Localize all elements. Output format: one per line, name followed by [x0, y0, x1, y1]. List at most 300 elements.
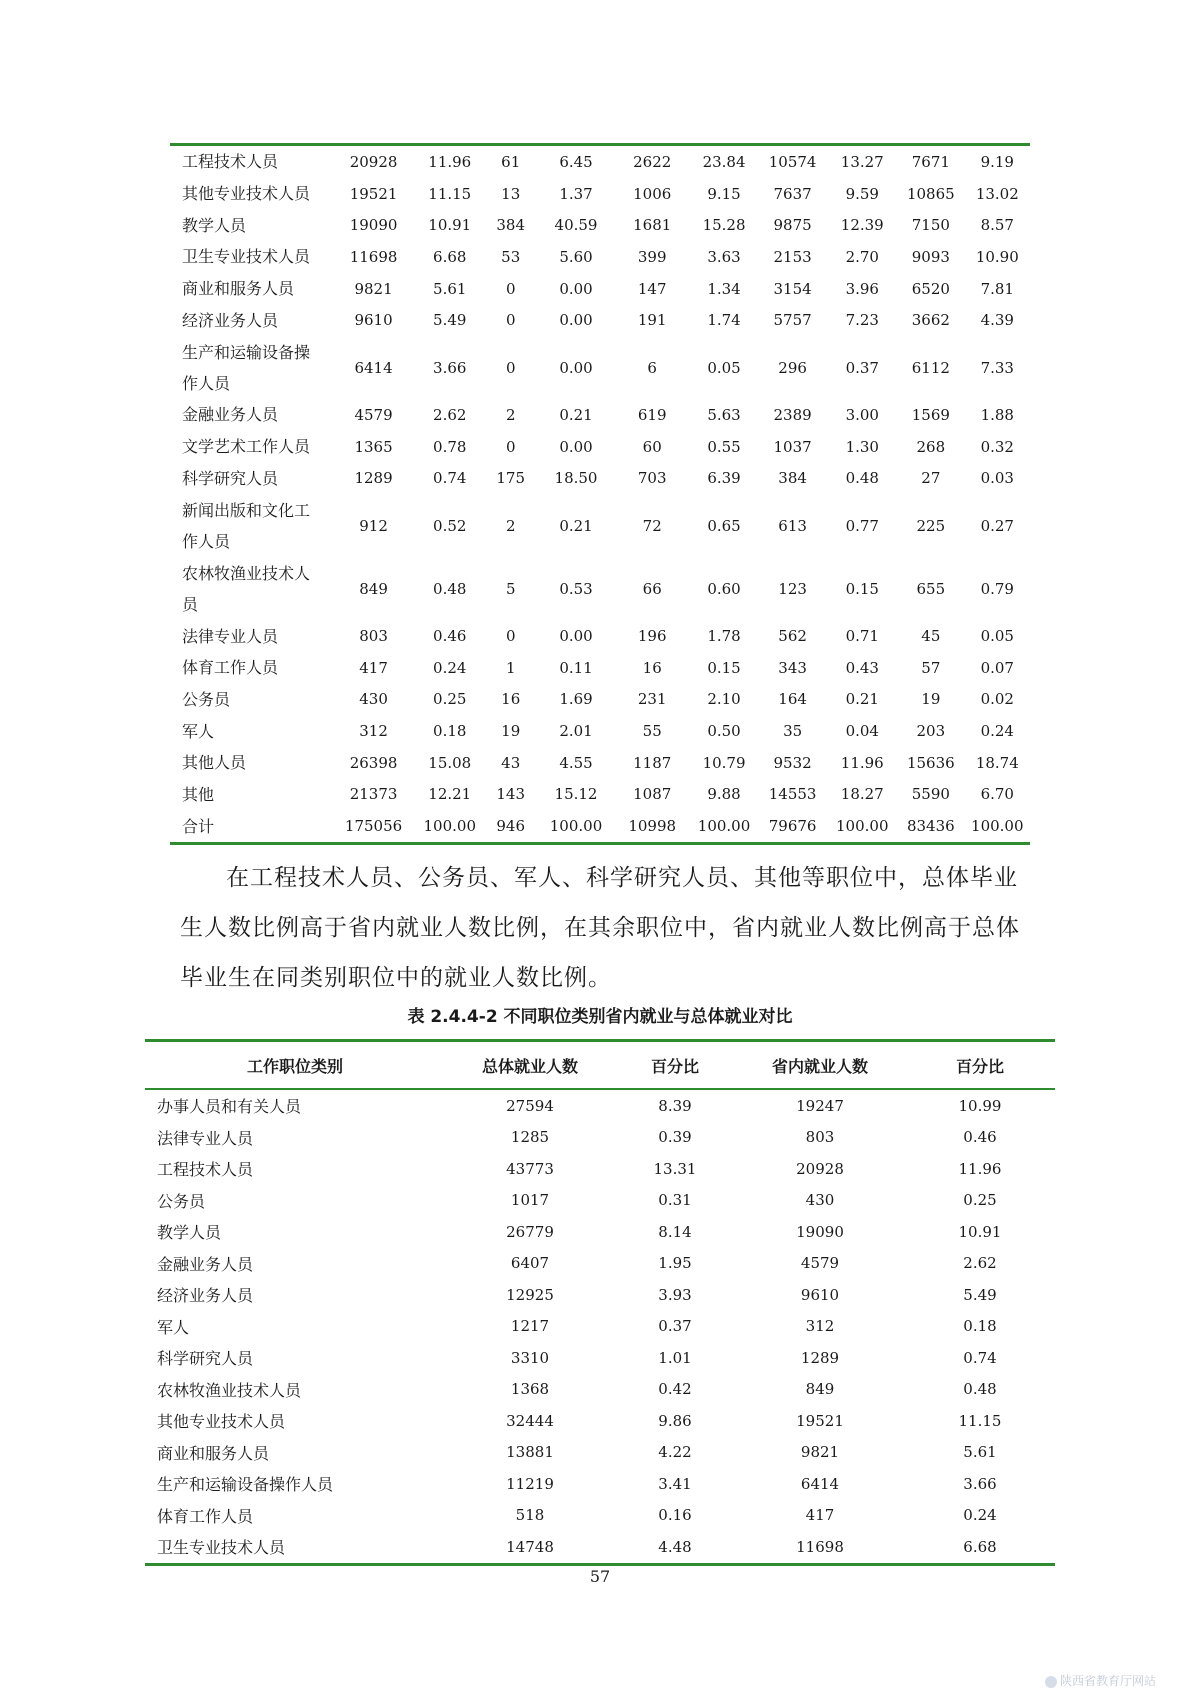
- table-cell: 61: [501, 152, 521, 171]
- table-cell: 15.12: [554, 785, 598, 804]
- table-row: [145, 1248, 1055, 1280]
- table-cell: 6414: [800, 1474, 840, 1493]
- table-cell: 72: [642, 516, 662, 535]
- table-cell: 1285: [510, 1128, 550, 1147]
- table-cell: 20928: [796, 1159, 844, 1178]
- table-cell: 0.00: [559, 358, 593, 377]
- row-label: 科学研究人员: [157, 1349, 254, 1369]
- table-cell: 45: [921, 627, 941, 646]
- table-cell: 19521: [349, 184, 398, 203]
- table-cell: 1017: [510, 1191, 550, 1210]
- table-cell: 10.91: [428, 216, 472, 235]
- table-cell: 11.96: [428, 152, 472, 171]
- table-cell: 26779: [506, 1222, 554, 1241]
- header-percent-province: 百分比: [905, 1041, 1055, 1090]
- row-label: 金融业务人员: [157, 1254, 254, 1274]
- table-cell: 12925: [506, 1285, 554, 1304]
- table-cell: 2.01: [559, 722, 593, 741]
- emblem-icon: [1045, 1676, 1057, 1688]
- table-row: [170, 494, 1030, 557]
- table-row: [145, 1531, 1055, 1564]
- table-cell: 7637: [773, 184, 812, 203]
- table-cell: 1217: [510, 1317, 550, 1336]
- table-cell: 3662: [911, 311, 950, 330]
- table-cell: 1.78: [707, 627, 741, 646]
- table-cell: 7.81: [980, 279, 1014, 298]
- table-cell: 7.23: [845, 311, 879, 330]
- table-cell: 5.61: [433, 279, 467, 298]
- row-label: 商业和服务人员: [157, 1443, 270, 1463]
- row-label: 新闻出版和文化工 作人员: [182, 500, 311, 551]
- table-cell: 66: [642, 579, 662, 598]
- row-label: 其他专业技术人员: [182, 184, 311, 204]
- row-label: 法律专业人员: [182, 626, 279, 646]
- table-row: [170, 178, 1030, 210]
- table-cell: 1.37: [559, 184, 593, 203]
- table-cell: 0.39: [658, 1128, 692, 1147]
- table-cell: 12.39: [840, 216, 884, 235]
- row-label: 卫生专业技术人员: [182, 247, 311, 267]
- table-cell: 0.32: [980, 437, 1014, 456]
- row-label: 经济业务人员: [157, 1286, 254, 1306]
- table-row: [145, 1216, 1055, 1248]
- table-cell: 0.24: [963, 1506, 997, 1525]
- table-cell: 0.37: [658, 1317, 692, 1336]
- table-cell: 0.37: [845, 358, 879, 377]
- table-cell: 619: [637, 405, 667, 424]
- table-cell: 26398: [349, 753, 398, 772]
- row-label: 体育工作人员: [182, 658, 279, 678]
- table-cell: 1.95: [658, 1254, 692, 1273]
- table-cell: 191: [637, 311, 667, 330]
- table-cell: 9.19: [980, 152, 1014, 171]
- table-cell: 1187: [633, 753, 672, 772]
- table-cell: 100.00: [549, 817, 603, 836]
- table-row: [170, 620, 1030, 652]
- table-cell: 10574: [768, 152, 817, 171]
- table-row: [170, 810, 1030, 843]
- table-cell: 703: [637, 469, 667, 488]
- table-cell: 203: [916, 722, 946, 741]
- table-cell: 0.60: [707, 579, 741, 598]
- table-cell: 27: [921, 469, 941, 488]
- table-cell: 13881: [506, 1443, 554, 1462]
- table-cell: 9.15: [707, 184, 741, 203]
- table-cell: 0: [505, 437, 516, 456]
- table-cell: 60: [642, 437, 662, 456]
- table-cell: 10.91: [958, 1222, 1002, 1241]
- table-cell: 417: [805, 1506, 835, 1525]
- table-cell: 312: [359, 722, 388, 741]
- table-cell: 4.48: [658, 1537, 692, 1556]
- table-cell: 21373: [349, 785, 398, 804]
- row-label: 工程技术人员: [157, 1160, 254, 1180]
- table-cell: 13.27: [840, 152, 884, 171]
- table-cell: 35: [783, 722, 803, 741]
- table-cell: 0.21: [559, 516, 593, 535]
- table-cell: 10.90: [975, 247, 1019, 266]
- table-cell: 0.50: [707, 722, 741, 741]
- table-cell: 3154: [773, 279, 812, 298]
- row-label: 法律专业人员: [157, 1128, 254, 1148]
- table-row: [170, 209, 1030, 241]
- table-cell: 15.28: [702, 216, 746, 235]
- table-cell: 0.79: [980, 579, 1014, 598]
- table-cell: 0.31: [658, 1191, 692, 1210]
- row-label: 生产和运输设备操 作人员: [182, 342, 311, 393]
- row-label: 公务员: [157, 1191, 206, 1211]
- table-cell: 11698: [796, 1537, 844, 1556]
- table-cell: 18.27: [840, 785, 884, 804]
- table-cell: 1289: [354, 469, 393, 488]
- table-cell: 0.00: [559, 627, 593, 646]
- table-cell: 13.31: [653, 1159, 697, 1178]
- table-row: [145, 1342, 1055, 1374]
- table-row: [170, 747, 1030, 779]
- table-cell: 9821: [800, 1443, 840, 1462]
- table-province-vs-overall: [145, 1039, 1055, 1566]
- table-row: [170, 336, 1030, 399]
- table-cell: 16: [642, 658, 662, 677]
- table-cell: 5.61: [963, 1443, 997, 1462]
- table-cell: 12.21: [428, 785, 472, 804]
- table-cell: 11.15: [428, 184, 472, 203]
- table-cell: 14553: [768, 785, 817, 804]
- table-cell: 5757: [773, 311, 812, 330]
- row-label: 其他: [182, 784, 215, 804]
- table-cell: 2: [505, 405, 516, 424]
- table-cell: 0.00: [559, 311, 593, 330]
- table-cell: 19521: [796, 1411, 844, 1430]
- table-cell: 5.60: [559, 247, 593, 266]
- table-cell: 18.74: [975, 753, 1019, 772]
- table-cell: 55: [642, 722, 662, 741]
- table-cell: 2: [505, 516, 516, 535]
- table-cell: 849: [805, 1380, 835, 1399]
- table-cell: 518: [515, 1506, 545, 1525]
- table-cell: 296: [778, 358, 807, 377]
- table-cell: 0.42: [658, 1380, 692, 1399]
- table-cell: 0.18: [433, 722, 467, 741]
- table-cell: 1.74: [707, 311, 741, 330]
- table-cell: 100.00: [423, 817, 476, 836]
- row-label: 教学人员: [157, 1223, 222, 1243]
- table-cell: 0.15: [845, 579, 879, 598]
- table-cell: 399: [637, 247, 667, 266]
- table-cell: 4579: [800, 1254, 840, 1273]
- table-cell: 18.50: [554, 469, 598, 488]
- table-cell: 3.66: [433, 358, 467, 377]
- table-row: [170, 273, 1030, 305]
- table-cell: 6.68: [963, 1537, 997, 1556]
- table-cell: 15.08: [428, 753, 472, 772]
- table-row: [170, 304, 1030, 336]
- table-cell: 2389: [773, 405, 812, 424]
- table-cell: 417: [359, 658, 388, 677]
- table-cell: 0.55: [707, 437, 741, 456]
- page-number: 57: [589, 1567, 611, 1586]
- table-cell: 6.68: [433, 247, 467, 266]
- row-label: 体育工作人员: [157, 1506, 254, 1526]
- table-row: [170, 557, 1030, 620]
- table-cell: 1087: [633, 785, 672, 804]
- table-cell: 175: [496, 469, 526, 488]
- table-cell: 3310: [510, 1348, 550, 1367]
- table-cell: 0.48: [433, 579, 467, 598]
- table-cell: 1037: [773, 437, 812, 456]
- table-cell: 164: [778, 690, 807, 709]
- table-cell: 225: [916, 516, 946, 535]
- table-cell: 655: [916, 579, 946, 598]
- table-cell: 912: [359, 516, 388, 535]
- table-cell: 1289: [800, 1348, 840, 1367]
- table-cell: 19: [501, 722, 521, 741]
- table-cell: 14748: [506, 1537, 554, 1556]
- table-cell: 83436: [906, 817, 955, 836]
- table-cell: 1368: [510, 1380, 550, 1399]
- table-cell: 8.57: [980, 216, 1014, 235]
- table-cell: 0.43: [845, 658, 879, 677]
- row-label: 公务员: [182, 689, 231, 709]
- table-cell: 100.00: [697, 817, 751, 836]
- row-label: 工程技术人员: [182, 152, 279, 172]
- table-cell: 0.71: [845, 627, 879, 646]
- table-cell: 6: [647, 358, 657, 377]
- table-cell: 11698: [349, 247, 398, 266]
- table-row: [170, 779, 1030, 811]
- table-cell: 9821: [354, 279, 393, 298]
- table-cell: 43773: [506, 1159, 554, 1178]
- table-cell: 384: [778, 469, 807, 488]
- table-cell: 9610: [354, 311, 393, 330]
- table-cell: 6414: [354, 358, 393, 377]
- row-label: 军人: [157, 1317, 190, 1337]
- table-cell: 123: [778, 579, 807, 598]
- table-cell: 0.48: [963, 1380, 997, 1399]
- table-cell: 0: [505, 279, 516, 298]
- table-cell: 2622: [633, 152, 672, 171]
- table-cell: 9.86: [658, 1411, 692, 1430]
- table-cell: 5590: [911, 785, 950, 804]
- table-cell: 11219: [506, 1474, 554, 1493]
- table-row: [145, 1279, 1055, 1311]
- table-cell: 7.33: [980, 358, 1014, 377]
- table-cell: 11.96: [958, 1159, 1002, 1178]
- table-cell: 9875: [773, 216, 812, 235]
- table-cell: 7671: [911, 152, 950, 171]
- table-cell: 11.96: [840, 753, 884, 772]
- table-row: [145, 1311, 1055, 1343]
- table-cell: 3.41: [658, 1474, 692, 1493]
- table-cell: 2.10: [707, 690, 741, 709]
- row-label: 军人: [182, 721, 215, 741]
- table-cell: 0.52: [433, 516, 467, 535]
- row-label: 合计: [182, 816, 215, 836]
- table-cell: 3.00: [845, 405, 879, 424]
- table-cell: 0.74: [963, 1348, 997, 1367]
- table-cell: 19090: [349, 216, 398, 235]
- table-cell: 196: [637, 627, 667, 646]
- header-category: 工作职位类别: [145, 1041, 445, 1090]
- row-label: 教学人员: [182, 215, 247, 235]
- table-row: [170, 684, 1030, 716]
- table-cell: 4.39: [980, 311, 1014, 330]
- table-cell: 13: [501, 184, 521, 203]
- table-cell: 100.00: [971, 817, 1024, 836]
- table-cell: 849: [359, 579, 388, 598]
- table-cell: 6520: [911, 279, 950, 298]
- table-cell: 5: [505, 579, 516, 598]
- table-cell: 2153: [773, 247, 812, 266]
- table-row: [145, 1468, 1055, 1500]
- table-cell: 0.46: [963, 1128, 997, 1147]
- table-cell: 0.16: [658, 1506, 692, 1525]
- row-label: 卫生专业技术人员: [157, 1538, 286, 1558]
- table-cell: 946: [496, 817, 526, 836]
- table-cell: 384: [496, 216, 526, 235]
- table-cell: 0.07: [980, 658, 1014, 677]
- table-cell: 0.74: [433, 469, 467, 488]
- table-cell: 0: [505, 358, 516, 377]
- table-cell: 1.88: [980, 405, 1014, 424]
- table-row: [145, 1089, 1055, 1122]
- table-cell: 4579: [354, 405, 393, 424]
- table-cell: 1569: [911, 405, 950, 424]
- table-cell: 0.25: [963, 1191, 997, 1210]
- table-cell: 57: [921, 658, 941, 677]
- table-cell: 0.03: [980, 469, 1014, 488]
- table-cell: 3.63: [707, 247, 741, 266]
- table-cell: 19090: [796, 1222, 844, 1241]
- watermark-text: 陕西省教育厅网站: [1060, 1674, 1157, 1688]
- table-cell: 3.93: [658, 1285, 692, 1304]
- table-cell: 5.63: [707, 405, 741, 424]
- table-cell: 100.00: [836, 817, 889, 836]
- row-label: 农林牧渔业技术人 员: [182, 563, 311, 614]
- body-paragraph: 在工程技术人员、公务员、军人、科学研究人员、其他等职位中，总体毕业生人数比例高于省内就业人数比例，在其余职位中，省内就业人数比例高于总体毕业生在同类别职位中的就业人数比例。: [180, 865, 1020, 991]
- row-label: 其他人员: [182, 753, 247, 773]
- row-label: 商业和服务人员: [182, 279, 295, 299]
- table-cell: 803: [359, 627, 388, 646]
- table-row: [145, 1405, 1055, 1437]
- table2-header-row: [145, 1041, 1055, 1090]
- table-row: [145, 1153, 1055, 1185]
- table-cell: 53: [501, 247, 521, 266]
- table-cell: 20928: [349, 152, 398, 171]
- table-cell: 0.78: [433, 437, 467, 456]
- table-cell: 9532: [773, 753, 812, 772]
- table-cell: 2.62: [433, 405, 467, 424]
- table-cell: 803: [805, 1128, 835, 1147]
- table1-body: [170, 145, 1030, 844]
- table-row: [170, 715, 1030, 747]
- row-label: 科学研究人员: [182, 468, 279, 488]
- table-cell: 175056: [344, 817, 403, 836]
- table-row: [145, 1122, 1055, 1154]
- table-cell: 0.53: [559, 579, 593, 598]
- table-cell: 0.18: [963, 1317, 997, 1336]
- table-cell: 430: [805, 1191, 835, 1210]
- table-cell: 79676: [768, 817, 817, 836]
- table-cell: 147: [637, 279, 667, 298]
- table-cell: 10.99: [958, 1096, 1002, 1115]
- table-cell: 6.45: [559, 152, 593, 171]
- table-cell: 0.15: [707, 658, 741, 677]
- table-cell: 6407: [510, 1254, 550, 1273]
- table-row: [170, 145, 1030, 178]
- table-cell: 0.46: [433, 627, 467, 646]
- table-cell: 0.27: [980, 516, 1014, 535]
- row-label: 办事人员和有关人员: [157, 1097, 302, 1117]
- table-row: [145, 1500, 1055, 1532]
- table-cell: 0.11: [559, 658, 593, 677]
- table-occupation-breakdown: [170, 143, 1030, 845]
- row-label: 金融业务人员: [182, 405, 279, 425]
- table-cell: 0.65: [707, 516, 741, 535]
- table-cell: 5.49: [433, 311, 467, 330]
- table-row: [145, 1374, 1055, 1406]
- table-cell: 613: [778, 516, 807, 535]
- table-cell: 6.70: [980, 785, 1014, 804]
- table-cell: 343: [778, 658, 807, 677]
- table-cell: 2.70: [845, 247, 879, 266]
- table-cell: 9.88: [707, 785, 741, 804]
- table-cell: 5.49: [963, 1285, 997, 1304]
- table2-body: [145, 1089, 1055, 1564]
- table-cell: 0.77: [845, 516, 879, 535]
- table-cell: 3.96: [845, 279, 879, 298]
- table2-caption: 表 2.4.4-2 不同职位类别省内就业与总体就业对比: [407, 1007, 793, 1027]
- table-cell: 0.00: [559, 437, 593, 456]
- table-cell: 7150: [911, 216, 950, 235]
- table-cell: 16: [501, 690, 521, 709]
- table-cell: 40.59: [554, 216, 598, 235]
- table-cell: 19247: [796, 1096, 844, 1115]
- table-cell: 0: [505, 627, 516, 646]
- table-cell: 1006: [633, 184, 672, 203]
- table-cell: 8.14: [658, 1222, 692, 1241]
- table-cell: 0.05: [707, 358, 741, 377]
- row-label: 农林牧渔业技术人员: [157, 1380, 302, 1400]
- table-cell: 6.39: [707, 469, 741, 488]
- table-cell: 23.84: [702, 152, 746, 171]
- watermark: [1045, 1672, 1156, 1689]
- table-cell: 3.66: [963, 1474, 997, 1493]
- table-cell: 10.79: [702, 753, 746, 772]
- table-row: [170, 241, 1030, 273]
- table-cell: 4.22: [658, 1443, 692, 1462]
- table-row: [170, 652, 1030, 684]
- table-cell: 9093: [911, 247, 950, 266]
- table-cell: 0.00: [559, 279, 593, 298]
- table-cell: 0: [505, 311, 516, 330]
- table-cell: 0.21: [559, 405, 593, 424]
- row-label: 生产和运输设备操作人员: [157, 1475, 334, 1495]
- table-cell: 0.24: [433, 658, 467, 677]
- table-row: [170, 431, 1030, 463]
- table-cell: 312: [805, 1317, 835, 1336]
- table-cell: 0.48: [845, 469, 879, 488]
- table-cell: 268: [916, 437, 946, 456]
- table-cell: 143: [496, 785, 526, 804]
- table-cell: 11.15: [958, 1411, 1002, 1430]
- table-cell: 13.02: [975, 184, 1019, 203]
- table-cell: 562: [778, 627, 807, 646]
- table-cell: 430: [359, 690, 388, 709]
- table-cell: 32444: [506, 1411, 554, 1430]
- table-cell: 0.25: [433, 690, 467, 709]
- table-cell: 1.34: [707, 279, 741, 298]
